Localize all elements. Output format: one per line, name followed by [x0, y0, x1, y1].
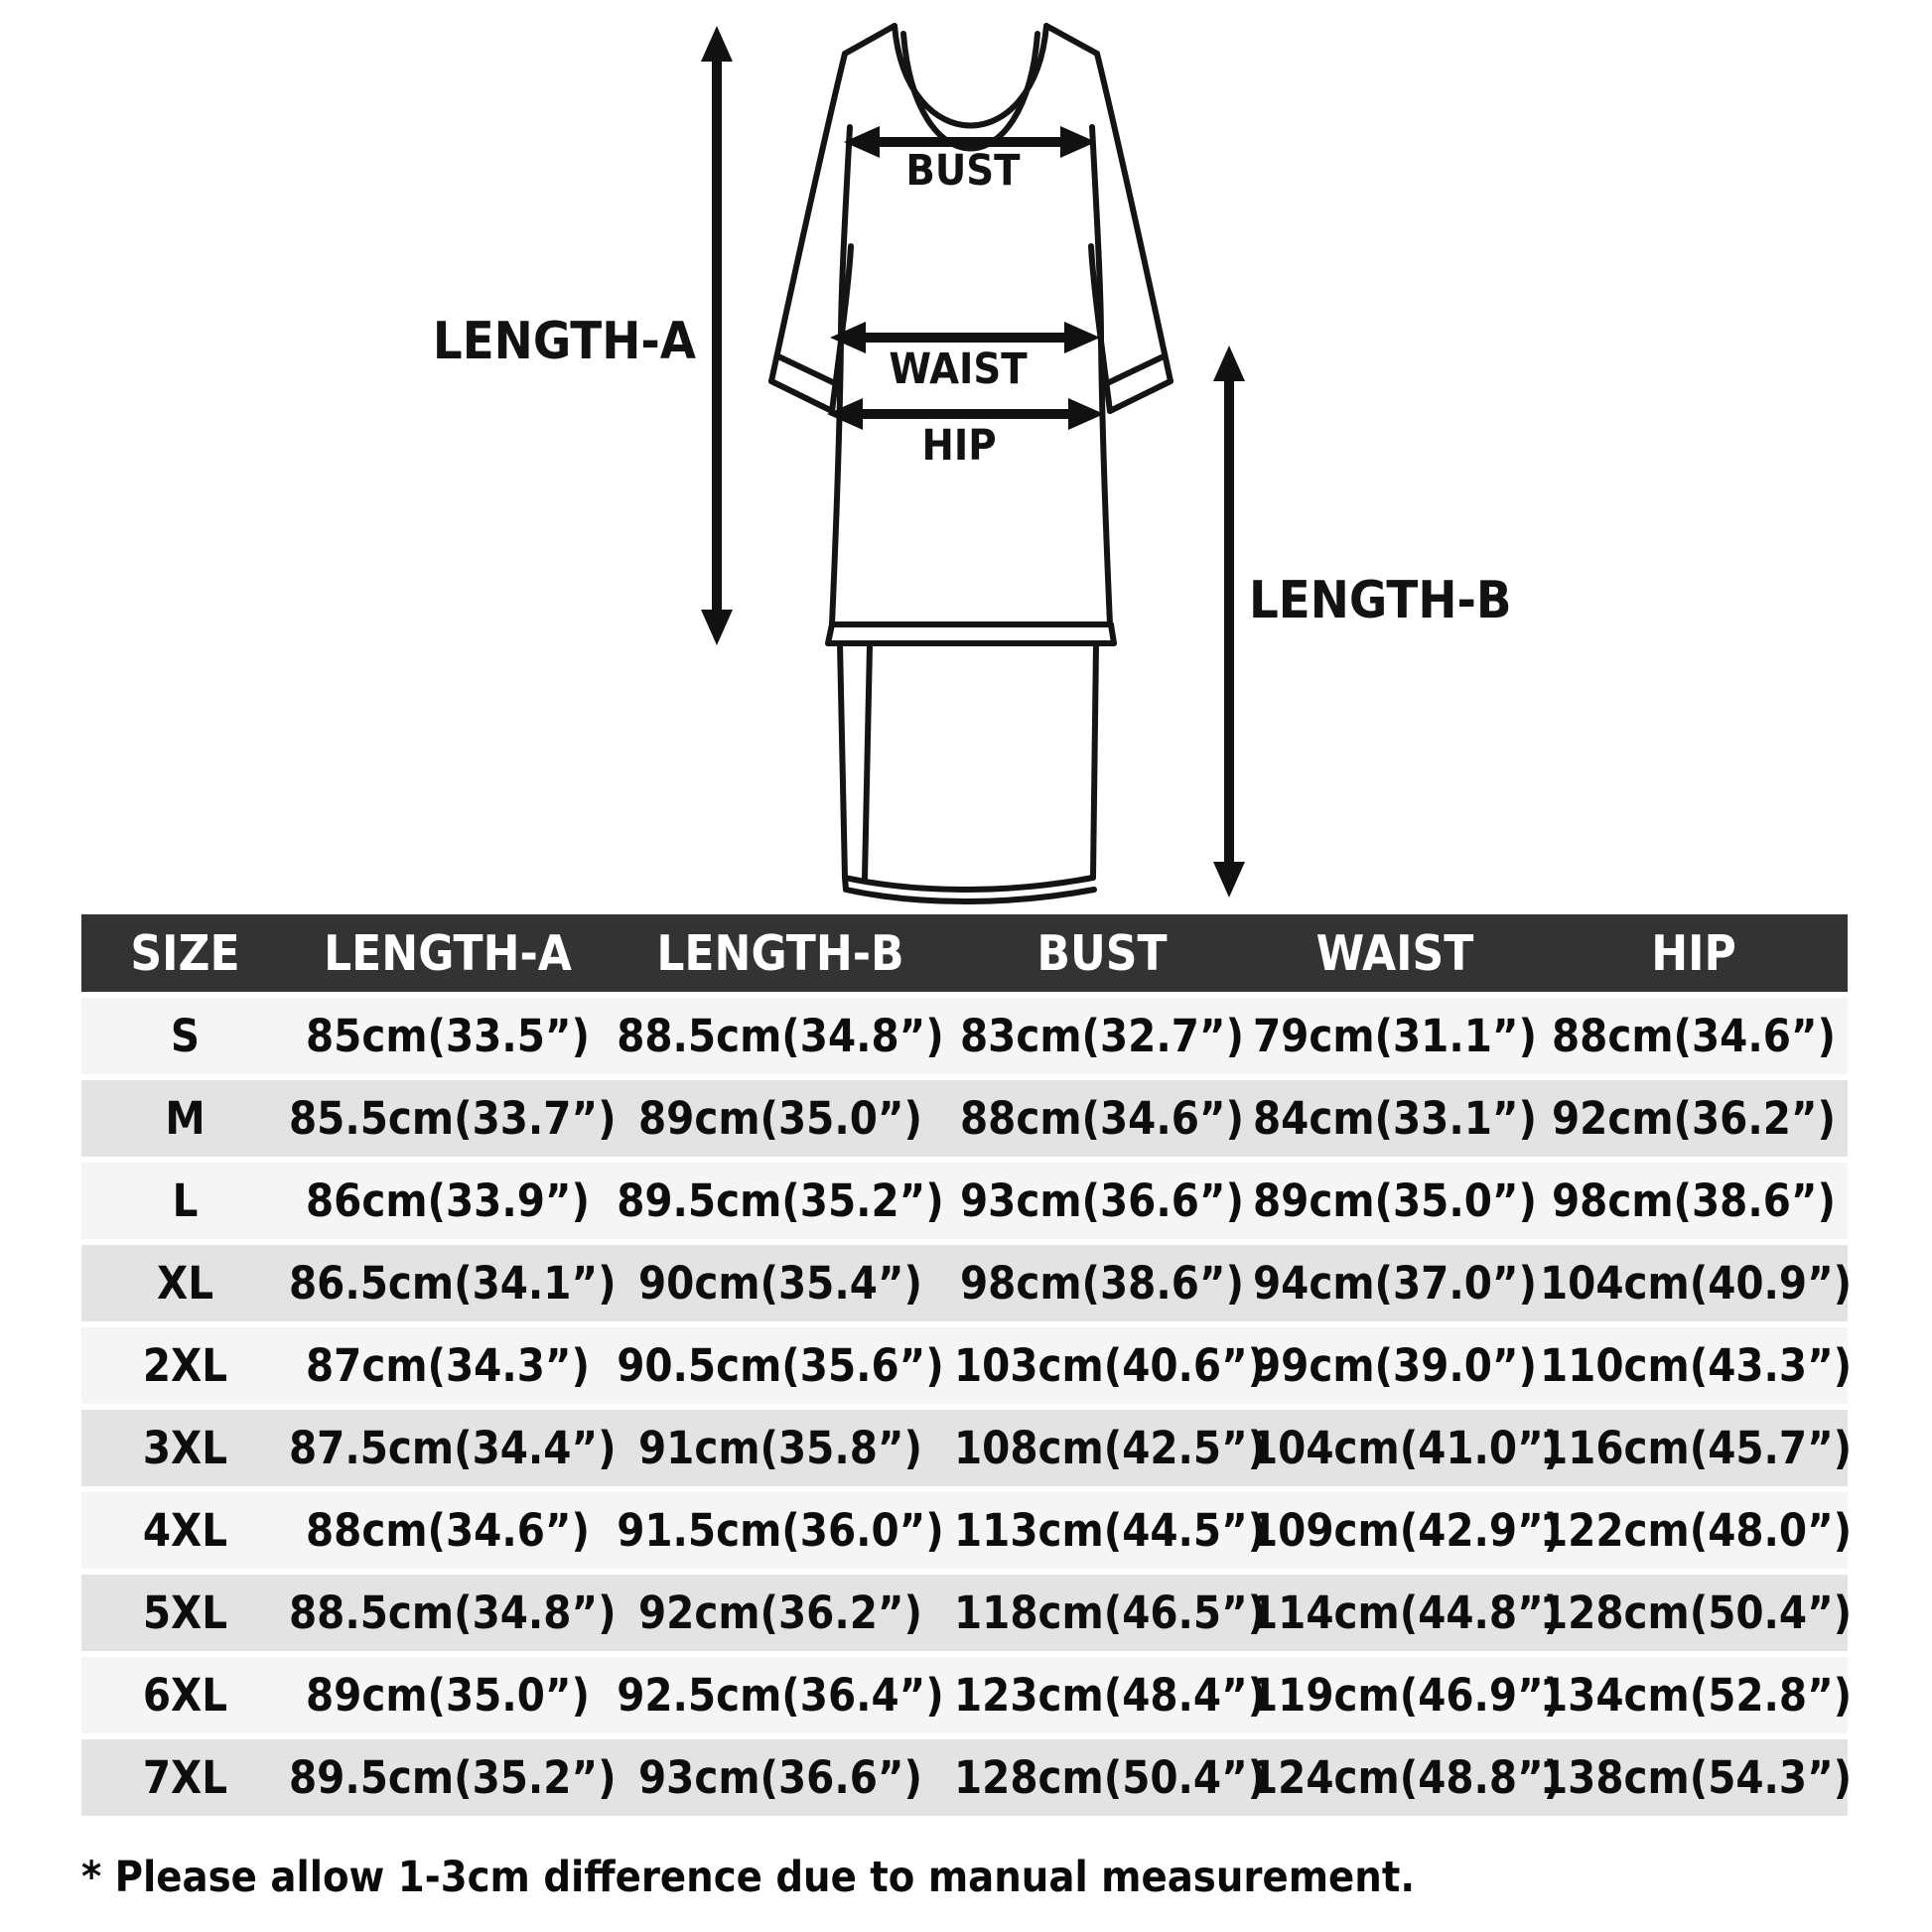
bust-label: BUST [905, 146, 1021, 196]
size-cell: 2XL [142, 1339, 228, 1392]
measurement-cell: 90.5cm(35.6”) [617, 1339, 944, 1392]
table-row-xl [81, 1245, 1853, 1321]
measurement-cell: 119cm(46.9”) [1250, 1669, 1563, 1722]
measurement-cell: 103cm(40.6”) [954, 1339, 1267, 1392]
measurement-cell: 89cm(35.0”) [305, 1669, 591, 1722]
column-header-waist: WAIST [1315, 924, 1474, 982]
table-header [81, 914, 1848, 992]
length-b-arrow [1213, 345, 1245, 897]
measurement-cell: 98cm(38.6”) [959, 1257, 1245, 1310]
column-header-length-a: LENGTH-A [324, 924, 572, 982]
table-body [81, 998, 1853, 1816]
measurement-cell: 84cm(33.1”) [1252, 1092, 1538, 1145]
measurement-cell: 79cm(31.1”) [1252, 1010, 1538, 1062]
measurement-cell: 88cm(34.6”) [305, 1504, 591, 1557]
table-row-5xl [81, 1575, 1853, 1651]
measurement-cell: 99cm(39.0”) [1252, 1339, 1538, 1392]
length-a-arrow [701, 26, 733, 645]
measurement-cell: 108cm(42.5”) [954, 1422, 1267, 1474]
hip-label: HIP [921, 421, 997, 471]
measurement-cell: 83cm(32.7”) [959, 1010, 1245, 1062]
column-header-size: SIZE [130, 924, 240, 982]
measurement-cell: 114cm(44.8”) [1250, 1587, 1563, 1639]
measurement-cell: 87cm(34.3”) [305, 1339, 591, 1392]
size-cell: 7XL [142, 1751, 228, 1804]
measurement-cell: 118cm(46.5”) [954, 1587, 1267, 1639]
table-row-4xl [81, 1492, 1853, 1569]
table-row-7xl [81, 1739, 1853, 1816]
measurement-cell: 88.5cm(34.8”) [617, 1010, 944, 1062]
measurement-cell: 123cm(48.4”) [954, 1669, 1267, 1722]
table-row-l [81, 1163, 1848, 1239]
size-cell: L [172, 1174, 199, 1227]
measurement-cell: 113cm(44.5”) [954, 1504, 1267, 1557]
measurement-cell: 104cm(40.9”) [1540, 1257, 1853, 1310]
measurement-cell: 87.5cm(34.4”) [289, 1422, 617, 1474]
measurement-cell: 93cm(36.6”) [959, 1174, 1245, 1227]
column-header-hip: HIP [1651, 924, 1736, 982]
column-header-bust: BUST [1036, 924, 1168, 982]
table-row-2xl [81, 1327, 1853, 1404]
size-table [81, 914, 1853, 1816]
measurement-cell: 98cm(38.6”) [1551, 1174, 1837, 1227]
table-row-3xl [81, 1410, 1853, 1486]
measurement-cell: 89cm(35.0”) [1252, 1174, 1538, 1227]
measurement-cell: 88cm(34.6”) [959, 1092, 1245, 1145]
size-cell: S [170, 1010, 201, 1062]
measurement-footnote: * Please allow 1-3cm difference due to manual measurement. [81, 1853, 1416, 1902]
table-row-m [81, 1080, 1848, 1157]
size-cell: 3XL [142, 1422, 228, 1474]
measurement-cell: 92cm(36.2”) [1551, 1092, 1837, 1145]
garment-measurement-diagram [0, 0, 1932, 913]
size-cell: 4XL [142, 1504, 228, 1557]
measurement-cell: 134cm(52.8”) [1540, 1669, 1853, 1722]
measurement-cell: 85.5cm(33.7”) [289, 1092, 617, 1145]
length-b-label: LENGTH-B [1249, 571, 1512, 630]
measurement-cell: 86cm(33.9”) [305, 1174, 591, 1227]
column-header-length-b: LENGTH-B [656, 924, 904, 982]
measurement-cell: 104cm(41.0”) [1250, 1422, 1563, 1474]
measurement-cell: 93cm(36.6”) [637, 1751, 923, 1804]
size-cell: 6XL [142, 1669, 228, 1722]
table-row-6xl [81, 1657, 1853, 1733]
table-row-s [81, 998, 1848, 1074]
measurement-cell: 138cm(54.3”) [1540, 1751, 1853, 1804]
waist-label: WAIST [889, 345, 1028, 394]
measurement-cell: 128cm(50.4”) [1540, 1587, 1853, 1639]
measurement-cell: 89.5cm(35.2”) [617, 1174, 944, 1227]
measurement-cell: 122cm(48.0”) [1540, 1504, 1853, 1557]
measurement-cell: 89cm(35.0”) [637, 1092, 923, 1145]
measurement-cell: 128cm(50.4”) [954, 1751, 1267, 1804]
measurement-cell: 88cm(34.6”) [1551, 1010, 1837, 1062]
size-cell: 5XL [142, 1587, 228, 1639]
size-cell: M [165, 1092, 206, 1145]
measurement-cell: 116cm(45.7”) [1540, 1422, 1853, 1474]
measurement-cell: 86.5cm(34.1”) [289, 1257, 617, 1310]
measurement-cell: 92cm(36.2”) [637, 1587, 923, 1639]
measurement-cell: 91cm(35.8”) [637, 1422, 923, 1474]
measurement-cell: 92.5cm(36.4”) [617, 1669, 944, 1722]
measurement-cell: 85cm(33.5”) [305, 1010, 591, 1062]
measurement-cell: 88.5cm(34.8”) [289, 1587, 617, 1639]
measurement-cell: 90cm(35.4”) [637, 1257, 923, 1310]
measurement-cell: 124cm(48.8”) [1250, 1751, 1563, 1804]
measurement-cell: 89.5cm(35.2”) [289, 1751, 617, 1804]
measurement-cell: 110cm(43.3”) [1540, 1339, 1853, 1392]
length-a-label: LENGTH-A [432, 312, 696, 371]
measurement-cell: 91.5cm(36.0”) [617, 1504, 944, 1557]
measurement-cell: 109cm(42.9”) [1250, 1504, 1563, 1557]
size-cell: XL [156, 1257, 214, 1310]
measurement-cell: 94cm(37.0”) [1252, 1257, 1538, 1310]
